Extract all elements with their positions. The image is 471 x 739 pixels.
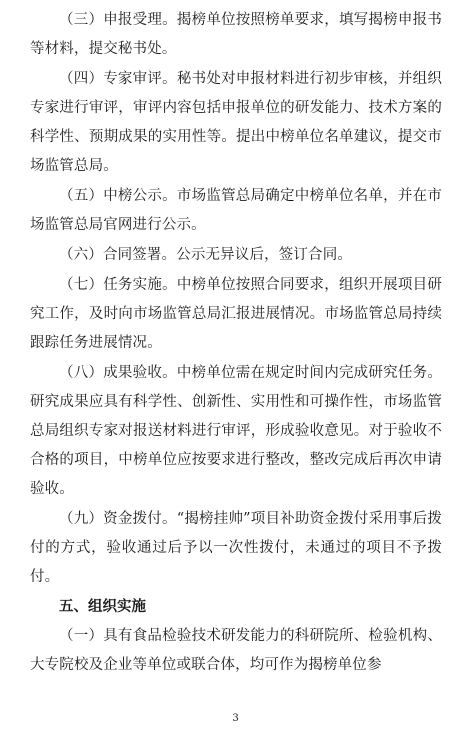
paragraph-expert-review: （四）专家审评。秘书处对申报材料进行初步审核，并组织专家进行审评，审评内容包括申报单位的研发能力、技术方案的科学性、预期成果的实用性等。提出中榜单位名单建议，提交市场监管总局。 — [30, 71, 442, 174]
paragraph-acceptance: （八）成果验收。中榜单位需在规定时间内完成研究任务。研究成果应具有科学性、创新性、实用性和可操作性，市场监管总局组织专家对报送材料进行审评，形成验收意见。对于验收不合格的项目，中榜单位应按要求进行整改，整改完成后再次申请验收。 — [30, 365, 442, 497]
paragraph-application-acceptance: （三）申报受理。揭榜单位按照榜单要求，填写揭榜申报书等材料，提交秘书处。 — [30, 12, 442, 57]
paragraph-task-implementation: （七）任务实施。中榜单位按照合同要求，组织开展项目研究工作，及时向市场监管总局汇报进展情况。市场监管总局持续跟踪任务进展情况。 — [30, 277, 442, 351]
section-heading: 五、组织实施 — [59, 599, 146, 615]
paragraph-contract-signing: （六）合同签署。公示无异议后，签订合同。 — [59, 247, 352, 263]
paragraph-publicity: （五）中榜公示。市场监管总局确定中榜单位名单，并在市场监管总局官网进行公示。 — [30, 188, 442, 233]
paragraph-eligibility: （一）具有食品检验技术研发能力的科研院所、检验机构、大专院校及企业等单位或联合体，均可作为揭榜单位参 — [30, 628, 442, 673]
document-page — [30, 6, 442, 681]
page-number: 3 — [232, 713, 239, 724]
paragraph-funding: （九）资金拨付。“揭榜挂帅”项目补助资金拨付采用事后拨付的方式，验收通过后予以一次性拨付，未通过的项目不予拨付。 — [30, 511, 442, 585]
